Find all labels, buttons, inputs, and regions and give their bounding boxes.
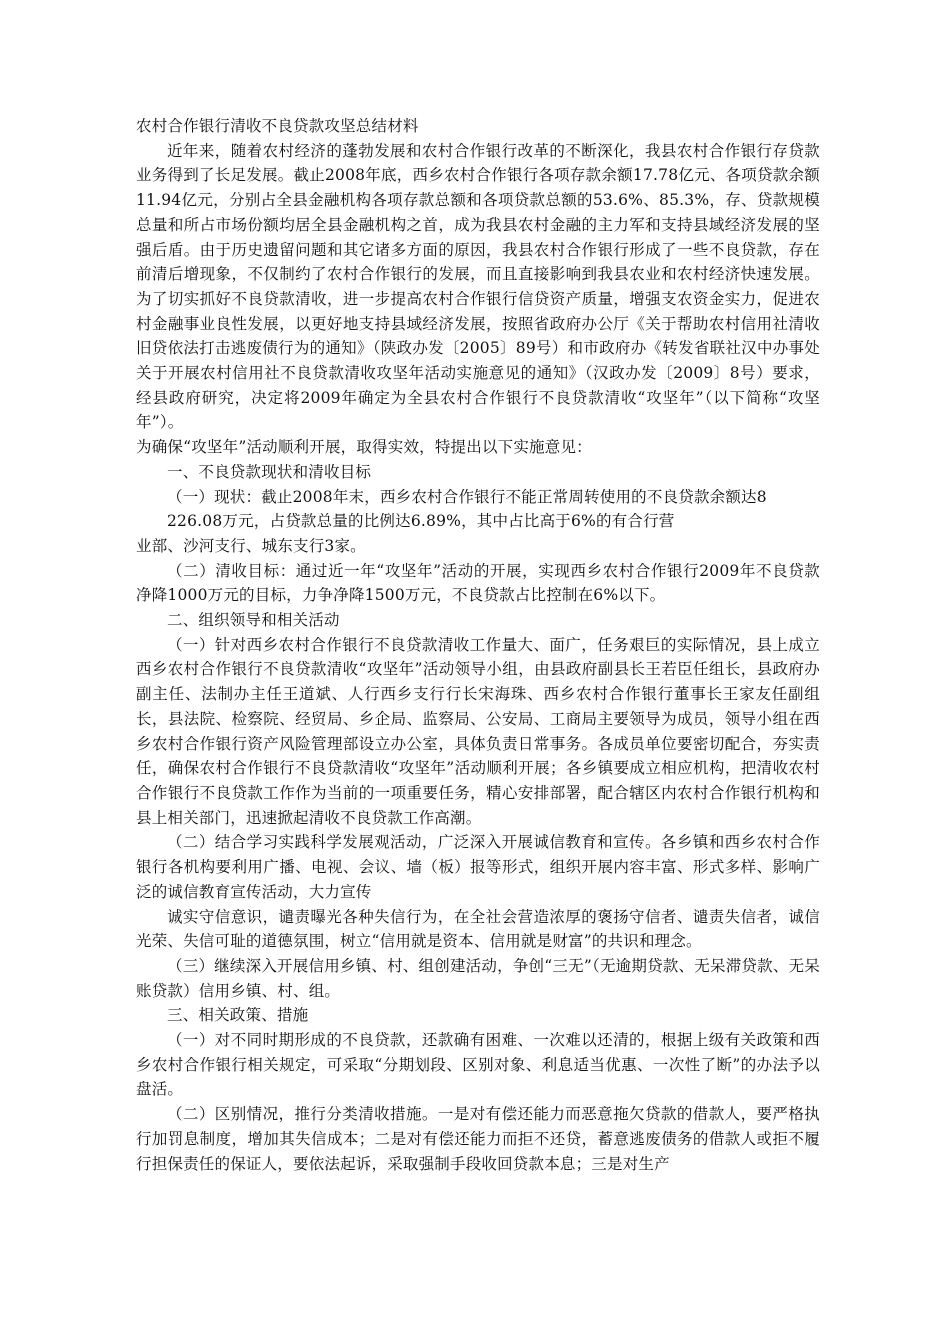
- paragraph-purpose: 为确保“攻坚年”活动顺利开展，取得实效，特提出以下实施意见：: [136, 438, 592, 457]
- section-heading-2: 二、组织领导和相关活动: [167, 611, 340, 630]
- paragraph-credit-villages: （三）继续深入开展信用乡镇、村、组创建活动，争创“三无”（无逾期贷款、无呆滞贷款、无呆账贷款）信用乡镇、村、组。: [136, 956, 820, 1000]
- section-heading-1: 一、不良贷款现状和清收目标: [167, 462, 372, 481]
- paragraph-leadership: （一）针对西乡农村合作银行不良贷款清收工作量大、面广，任务艰巨的实际情况，县上成立西乡农村合作银行不良贷款清收“攻坚年”活动领导小组，由县政府副县长王若臣任组长，县政府办副主任、法制办主任王道斌、人行西乡支行行长宋海珠、西乡农村合作银行董事长王家友任副组长，县法院、检察院、经贸局、乡企局、监察局、公安局、工商局主要领导为成员，领导小组在西乡农村合作银行资产风险管理部设立办公室，具体负责日常事务。各成员单位要密切配合，夯实责任，确保农村合作银行不良贷款清收“攻坚年”活动顺利开展；各乡镇要成立相应机构，把清收农村合作银行不良贷款工作作为当前的一项重要任务，精心安排部署，配合辖区内农村合作银行机构和县上相关部门，迅速掀起清收不良贷款工作高潮。: [136, 635, 820, 827]
- paragraph-integrity: 诚实守信意识，谴责曝光各种失信行为，在全社会营造浓厚的褒扬守信者、谴责失信者，诚信光荣、失信可耻的道德氛围，树立“信用就是资本、信用就是财富”的共识和理念。: [136, 907, 820, 951]
- paragraph-education: （二）结合学习实践科学发展观活动，广泛深入开展诚信教育和宣传。各乡镇和西乡农村合作银行各机构要利用广播、电视、会议、墙（板）报等形式，组织开展内容丰富、形式多样、影响广泛的诚信教育宣传活动，大力宣传: [136, 833, 820, 901]
- document-body: [136, 114, 820, 1176]
- paragraph-policy: （一）对不同时期形成的不良贷款，还款确有困难、一次难以还清的，根据上级有关政策和西乡农村合作银行相关规定，可采取“分期划段、区别对象、利息适当优惠、一次性了断”的办法予以盘活。: [136, 1031, 820, 1099]
- document-title: 农村合作银行清收不良贷款攻坚总结材料: [136, 117, 419, 135]
- paragraph-measures: （二）区别情况，推行分类清收措施。一是对有偿还能力而恶意拖欠贷款的借款人，要严格执行加罚息制度，增加其失信成本；二是对有偿还能力而拒不还贷，蓄意逃废债务的借款人或拒不履行担保责任的保证人，要依法起诉，采取强制手段收回贷款本息；三是对生产: [136, 1105, 820, 1173]
- paragraph-intro: 近年来，随着农村经济的蓬勃发展和农村合作银行改革的不断深化，我县农村合作银行存贷款业务得到了长足发展。截止2008年底，西乡农村合作银行各项存款余额17.78亿元、各项贷款余额11.94亿元，分别占全县金融机构各项存款总额和各项贷款总额的53.6%、85.3%，存、贷款规模总量和所占市场份额均居全县金融机构之首，成为我县农村金融的主力军和支持县域经济发展的坚强后盾。由于历史遗留问题和其它诸多方面的原因，我县农村合作银行形成了一些不良贷款，存在前清后增现象，不仅制约了农村合作银行的发展，而且直接影响到我县农业和农村经济快速发展。为了切实抓好不良贷款清收，进一步提高农村合作银行信贷资产质量，增强支农资金实力，促进农村金融事业良性发展，以更好地支持县域经济发展，按照省政府办公厅《关于帮助农村信用社清收旧贷依法打击逃废债行为的通知》（陕政办发〔2005〕89号）和市政府办《转发省联社汉中办事处关于开展农村信用社不良贷款清收攻坚年活动实施意见的通知》（汉政办发〔2009〕8号）要求，经县政府研究，决定将2009年确定为全县农村合作银行不良贷款清收“攻坚年”（以下简称“攻坚年”）。: [136, 141, 820, 432]
- paragraph-status-line3: 业部、沙河支行、城东支行3家。: [136, 536, 366, 555]
- paragraph-status-line2: 226.08万元，占贷款总量的比例达6.89%，其中占比高于6%的有合行营: [167, 512, 675, 531]
- paragraph-status-line1: （一）现状：截止2008年末，西乡农村合作银行不能正常周转使用的不良贷款余额达8: [167, 487, 767, 506]
- paragraph-target: （二）清收目标：通过近一年“攻坚年”活动的开展，实现西乡农村合作银行2009年不良贷款净降1000万元的目标，力争净降1500万元，不良贷款占比控制在6%以下。: [136, 561, 820, 605]
- section-heading-3: 三、相关政策、措施: [167, 1006, 309, 1025]
